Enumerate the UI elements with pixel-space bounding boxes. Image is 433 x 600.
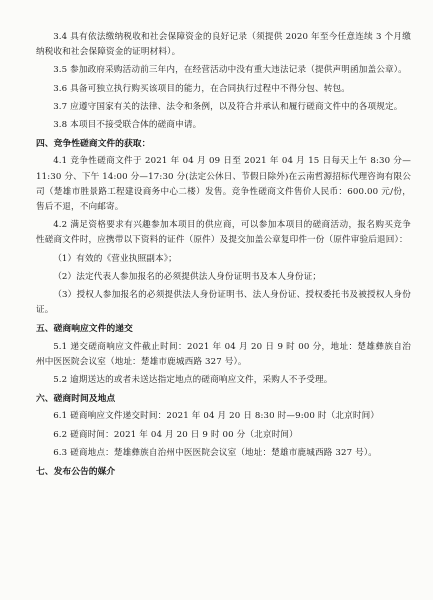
clause-6-2: 6.2 磋商时间：2021 年 04 月 20 日 9 时 00 分（北京时间） <box>53 429 298 440</box>
clause-6-3: 6.3 磋商地点：楚雄彝族自治州中医医院会议室（地址：楚雄市鹿城西路 327 号）。 <box>53 447 378 458</box>
requirement-item-2: （2）法定代表人参加报名的必须提供法人身份证明书及本人身份证； <box>53 271 322 282</box>
section-7-heading: 七、发布公告的媒介 <box>36 467 116 478</box>
clause-3-8: 3.8 本项目不接受联合体的磋商申请。 <box>53 120 202 131</box>
clause-3-4: 3.4 具有依法缴纳税收和社会保障资金的良好记录（须提供 2020 年至今任意连续 3 个月缴纳税收和社会保障资金的证明材料）。 <box>36 32 411 58</box>
requirement-item-3: （3）授权人参加报名的必须提供法人身份证明书、法人身份证、授权委托书及被授权人身份证。 <box>36 290 411 316</box>
clause-3-7: 3.7 应遵守国家有关的法律、法令和条例，以及符合并承认和履行磋商文件中的各项规定。 <box>53 101 403 112</box>
clause-4-1: 4.1 竞争性磋商文件于 2021 年 04 月 09 日至 2021 年 04 月 15 日每天上午 8:30 分—11:30 分、下午 14:00 分—17:30 分(法定公休日、节假日除外)在云南哲源招标代理咨询有限公司（楚雄市胜景路工程建设商务中心二楼）发售。竞争性磋商文件售价人民币：600.00 元/份，售后不退，不向邮寄。 <box>36 156 411 213</box>
section-4-heading: 四、竞争性磋商文件的获取： <box>36 139 151 150</box>
section-6-heading: 六、磋商时间及地点 <box>36 394 116 405</box>
clause-6-1: 6.1 磋商响应文件递交时间：2021 年 04 月 20 日 8:30 时—9:00 时（北京时间） <box>53 411 380 422</box>
section-4 <box>36 137 411 318</box>
clause-3-6: 3.6 具备可独立执行购买该项目的能力，在合同执行过程中不得分包、转包。 <box>53 83 350 94</box>
requirement-item-1: （1）有效的《营业执照副本》； <box>53 253 177 264</box>
section-5 <box>36 322 411 388</box>
section-7 <box>36 465 411 480</box>
section-3-continued <box>36 30 411 133</box>
clause-5-2: 5.2 逾期送达的或者未送达指定地点的磋商响应文件，采购人不予受理。 <box>53 375 333 386</box>
clause-4-2: 4.2 满足资格要求有兴趣参加本项目的供应商，可以参加本项目的磋商活动，报名购买竞争性磋商文件时，应携带以下资料的证件（原件）及提交加盖公章复印件一份（原件审验后退回）： <box>36 220 411 246</box>
section-6 <box>36 392 411 461</box>
clause-5-1: 5.1 递交磋商响应文件截止时间：2021 年 04 月 20 日 9 时 00 分，地址：楚雄彝族自治州中医医院会议室（地址：楚雄市鹿城西路 327 号）。 <box>36 341 411 367</box>
section-5-heading: 五、磋商响应文件的递交 <box>36 324 133 335</box>
clause-3-5: 3.5 参加政府采购活动前三年内，在经营活动中没有重大违法记录（提供声明函加盖公章）。 <box>53 65 407 76</box>
